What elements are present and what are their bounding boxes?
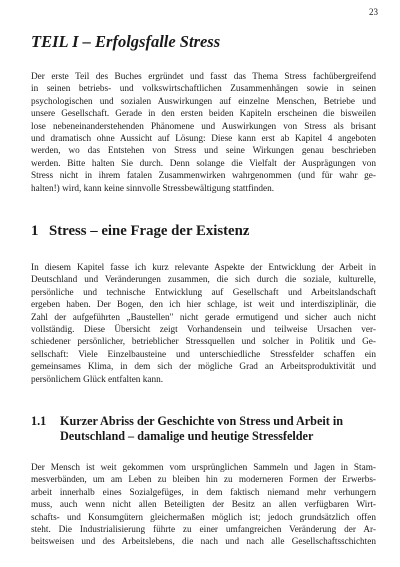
text-line: in seinen betriebs- und volkswirtschaftlichen Zusammenhängen sowie in seinen	[31, 84, 376, 95]
text-line: lose nebeneinanderstehenden Phänomene und Auswirkungen von Stress als brisant	[31, 121, 376, 132]
part-title: TEIL I – Erfolgsfalle Stress	[31, 32, 221, 51]
text-line: Der Mensch ist weit gekommen vom ursprünglichen Sammeln und Jagen in Stam-	[31, 463, 376, 473]
text-line: werden. Bitte halten Sie durch. Denn solange die Vielfalt der Ausprägungen von	[31, 158, 376, 169]
chapter-number: 1	[31, 223, 39, 239]
text-line: beitsweisen und des Arbeitslebens, die nach und nach alle Gesellschaftsschichten	[31, 537, 376, 548]
section-paragraph	[31, 462, 376, 549]
chapter-title: Stress – eine Frage der Existenz	[49, 223, 250, 239]
text-line: muss, auch wenn nicht allen Beteiligten der Besitz an allen verfügbaren Wirt-	[31, 500, 376, 511]
section-title-line: Kurzer Abriss der Geschichte von Stress und Arbeit in	[60, 414, 344, 428]
text-line: persönliche und technische Entwicklung auf Gesellschaft und Arbeitslandschaft	[31, 287, 376, 298]
text-line: steht. Die Industrialisierung führte zu einer umfangreichen Veränderung der Ar-	[31, 525, 376, 536]
text-line: halten!) wird, kann keine sinnvolle Stressbewältigung stattfinden.	[31, 183, 275, 194]
text-line: Der erste Teil des Buches ergründet und fasst das Thema Stress fachübergreifend	[31, 72, 376, 82]
text-line: ergeben haben. Der Bogen, den ich hier schlage, ist weit und interdisziplinär, die	[31, 300, 376, 311]
text-line: mesverbänden, um am Leben zu bleiben hin zu moderneren Formen der Erwerbs-	[31, 475, 376, 486]
text-line: persönlichem Glück entfalten kann.	[31, 374, 164, 385]
text-line: werden, wo das Entstehen von Stress und seine Wirkungen genau beschrieben	[31, 146, 376, 157]
text-line: sellschaft: Viele Einzelbausteine und unterschiedliche Stressfelder schaffen ein	[31, 349, 376, 360]
text-line: Stress nicht in ihrem fatalen Zusammenwirken wahrgenommen (und für wahr ge-	[31, 171, 376, 182]
text-line: In diesem Kapitel fasse ich kurz relevante Aspekte der Entwicklung der Arbeit in	[31, 263, 376, 273]
text-line: schafts- und Konsumgütern gleichermaßen möglich ist; jedoch grundsätzlich offen	[31, 512, 376, 523]
text-line: arbeit innerhalb eines Sozialgefüges, in dem faktisch niemand mehr verhungern	[31, 487, 376, 498]
chapter-heading	[31, 222, 249, 240]
section-heading	[31, 414, 376, 444]
text-line: gemeinsames Klima, in dem sich der mögliche Grad an Arbeitsproduktivität und	[31, 362, 376, 373]
text-line: Zahl der aufgeführten „Baustellen" nicht gerade ermutigend und sicher auch nicht	[31, 312, 376, 323]
chapter-paragraph	[31, 262, 376, 386]
text-line: und dramatisch ohne Aussicht auf Lösung: Diese kann erst ab Kapitel 4 angeboten	[31, 134, 376, 145]
text-line: psychologischen und sozialen Auswirkungen auf einzelne Menschen, Betriebe und	[31, 96, 376, 107]
section-title-line: Deutschland – damalige und heutige Stressfelder	[60, 429, 314, 443]
text-line: unsere Gesellschaft. Gerade in den ersten beiden Kapiteln erscheinen die bisweilen	[31, 109, 376, 120]
text-line: schiedener persönlicher, betrieblicher Stressquellen und solcher in Politik und Ge-	[31, 337, 376, 348]
text-line: Deutschland und Veränderungen zusammen, die sich durch die soziale, kulturelle,	[31, 275, 376, 286]
text-line: vollständig. Diese Übersicht zeigt Vorhandensein und teilweise Ursachen ver-	[31, 325, 376, 336]
page-number: 23	[369, 7, 378, 17]
section-number: 1.1	[31, 414, 47, 428]
intro-paragraph	[31, 71, 376, 195]
